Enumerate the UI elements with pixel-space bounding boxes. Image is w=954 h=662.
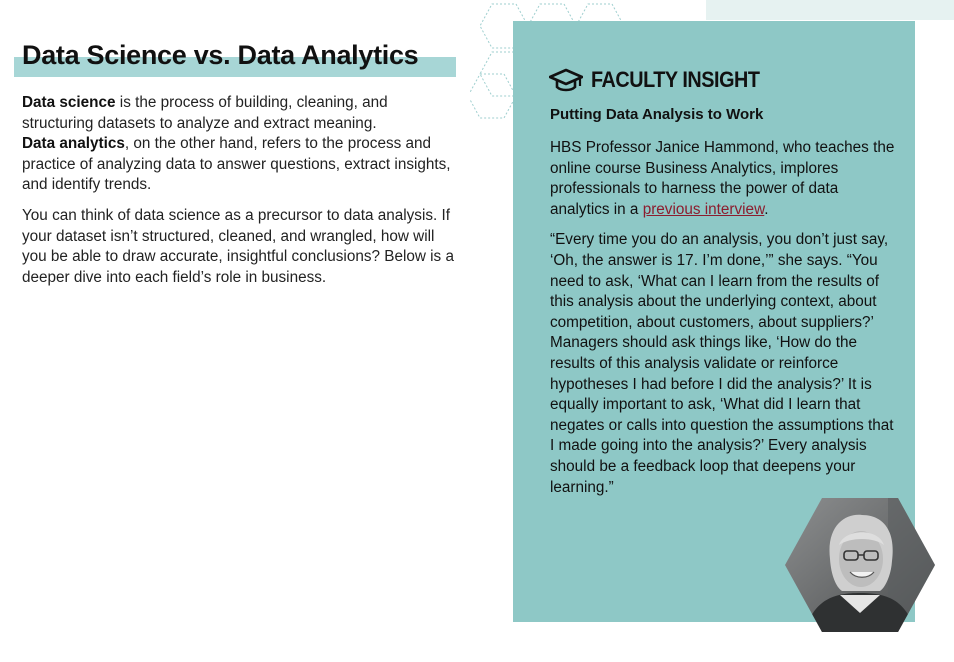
precursor-paragraph: You can think of data science as a precursor to data analysis. If your dataset isn’t structured, cleaned, and wrangled, how will you be able to draw accurate, insightful conclusions? Below is a deeper dive into each field’s role in business. [22, 206, 454, 286]
insight-body [550, 138, 895, 508]
term-data-analytics: Data analytics [22, 135, 125, 153]
insight-header [549, 67, 778, 93]
page-title: Data Science vs. Data Analytics [22, 40, 419, 70]
insight-quote: “Every time you do an analysis, you don’t just say, ‘Oh, the answer is 17. I’m done,’” she says. “You need to ask, ‘What can I learn from the results of this analysis about the underlying context, about competition, about customers, about suppliers?’ Managers should ask things like, ‘How do the results of this analysis validate or reinforce hypotheses I had before I did the analysis?’ It is equally important to ask, ‘What did I learn that negates or calls into question the assumptions that I made going into the analysis?’ Every analysis should be a feedback loop that deepens your learning.” [550, 231, 894, 496]
previous-interview-link[interactable]: previous interview [642, 200, 765, 218]
title-block [14, 40, 456, 80]
intro-text [22, 93, 462, 298]
insight-label: FACULTY INSIGHT [591, 67, 760, 92]
insight-intro-end: . [764, 200, 769, 218]
professor-portrait-image [784, 497, 936, 633]
insight-subtitle: Putting Data Analysis to Work [550, 106, 764, 123]
insight-intro-text: HBS Professor Janice Hammond, who teaches the online course Business Analytics, implores professionals to harness the power of data analytics in a [550, 139, 895, 218]
definition-data-analytics: , on the other hand, refers to the process and practice of analyzing data to answer questions, extract insights, and identify trends. [22, 135, 451, 194]
definitions-paragraph [22, 93, 462, 196]
decorative-band [706, 0, 954, 20]
definition-data-science: is the process of building, cleaning, and structuring datasets to analyze and extract meaning. [22, 94, 388, 132]
graduation-cap-icon [549, 67, 583, 93]
term-data-science: Data science [22, 94, 116, 111]
insight-intro-paragraph [550, 138, 895, 220]
